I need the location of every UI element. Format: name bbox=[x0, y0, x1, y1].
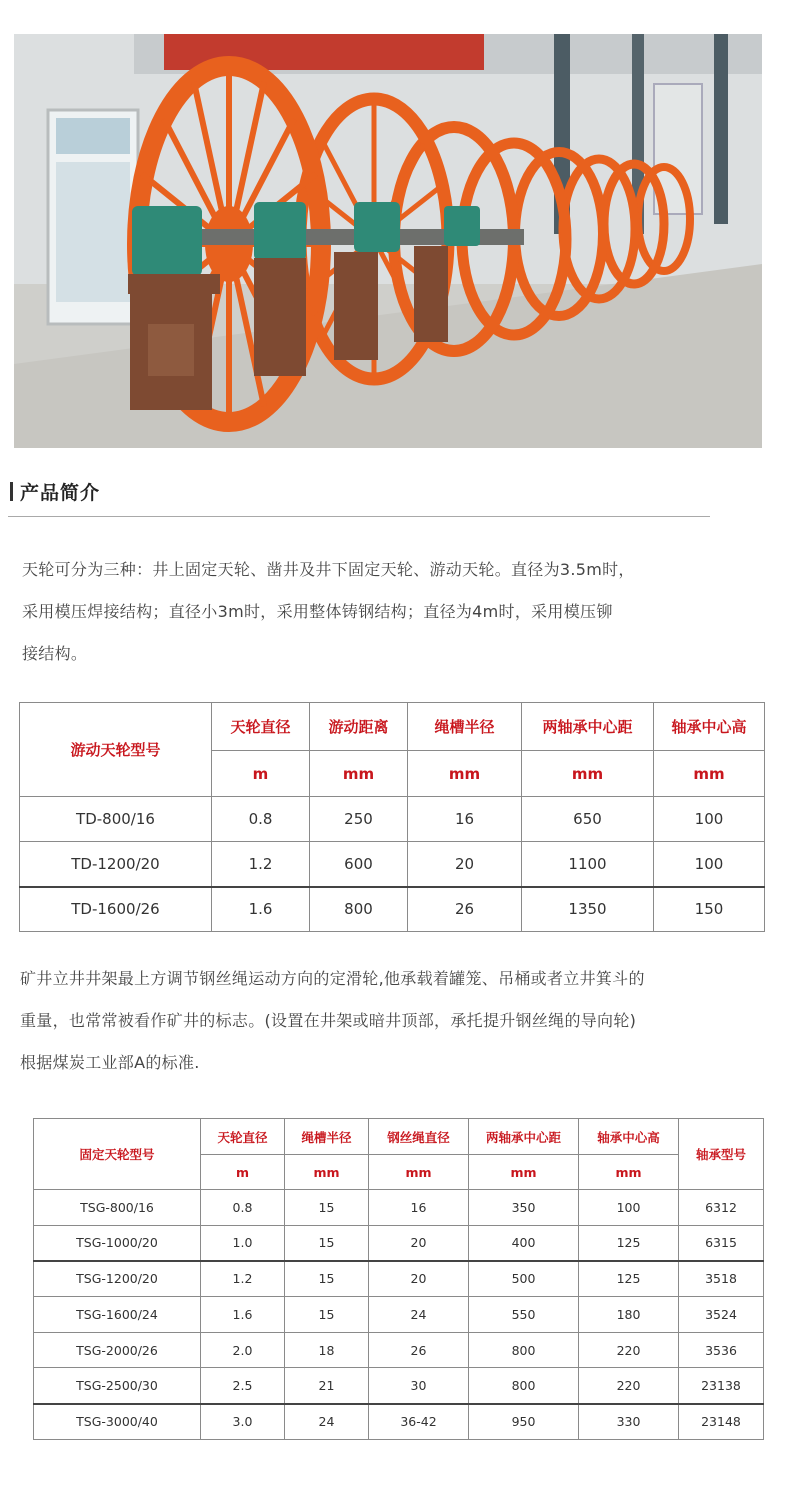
table-cell: 1.0 bbox=[201, 1225, 285, 1261]
table-cell: 500 bbox=[469, 1261, 579, 1297]
intro-line: 采用模压焊接结构；直径小3m时，采用整体铸钢结构；直径为4m时，采用模压铆 bbox=[22, 602, 613, 621]
model-cell: TSG-3000/40 bbox=[34, 1404, 201, 1440]
table-cell: 800 bbox=[469, 1332, 579, 1368]
table-cell: 3.0 bbox=[201, 1404, 285, 1440]
unit-cell: mm bbox=[408, 751, 522, 797]
model-cell: TD-1200/20 bbox=[20, 842, 212, 887]
table-cell: 800 bbox=[310, 887, 408, 932]
table-cell: 16 bbox=[369, 1190, 469, 1226]
table-cell: 3524 bbox=[679, 1297, 764, 1333]
sheave-wheels-illustration bbox=[14, 34, 762, 448]
column-header: 轴承中心高 bbox=[579, 1119, 679, 1155]
table-cell: 250 bbox=[310, 797, 408, 842]
table-header-row bbox=[34, 1119, 764, 1155]
table-row bbox=[34, 1261, 764, 1297]
table-cell: 100 bbox=[654, 797, 765, 842]
table-cell: 125 bbox=[579, 1261, 679, 1297]
fixed-sheave-table bbox=[33, 1118, 764, 1440]
bearing-header: 轴承型号 bbox=[679, 1119, 764, 1190]
unit-cell: mm bbox=[285, 1155, 369, 1190]
table-cell: 220 bbox=[579, 1332, 679, 1368]
table-cell: 1350 bbox=[522, 887, 654, 932]
table-cell: 3536 bbox=[679, 1332, 764, 1368]
section-heading bbox=[10, 477, 100, 505]
table-cell: 3518 bbox=[679, 1261, 764, 1297]
description-paragraph bbox=[20, 958, 645, 1084]
model-header: 游动天轮型号 bbox=[20, 703, 212, 797]
table-row bbox=[34, 1404, 764, 1440]
intro-line: 天轮可分为三种：井上固定天轮、凿井及井下固定天轮、游动天轮。直径为3.5m时， bbox=[22, 560, 635, 579]
unit-cell: m bbox=[201, 1155, 285, 1190]
column-header: 轴承中心高 bbox=[654, 703, 765, 751]
table-cell: 26 bbox=[408, 887, 522, 932]
table-cell: 6312 bbox=[679, 1190, 764, 1226]
table-cell: 125 bbox=[579, 1225, 679, 1261]
column-header: 两轴承中心距 bbox=[469, 1119, 579, 1155]
table-cell: 950 bbox=[469, 1404, 579, 1440]
table-cell: 1.2 bbox=[201, 1261, 285, 1297]
unit-cell: mm bbox=[522, 751, 654, 797]
table-row bbox=[20, 887, 765, 932]
table-cell: 1.2 bbox=[212, 842, 310, 887]
heading-divider bbox=[8, 516, 710, 517]
model-header: 固定天轮型号 bbox=[34, 1119, 201, 1190]
model-cell: TD-800/16 bbox=[20, 797, 212, 842]
table-row bbox=[34, 1368, 764, 1404]
unit-cell: mm bbox=[369, 1155, 469, 1190]
table-cell: 36-42 bbox=[369, 1404, 469, 1440]
table-cell: 1.6 bbox=[201, 1297, 285, 1333]
unit-cell: mm bbox=[579, 1155, 679, 1190]
table-cell: 15 bbox=[285, 1190, 369, 1226]
table-cell: 15 bbox=[285, 1297, 369, 1333]
column-header: 绳槽半径 bbox=[285, 1119, 369, 1155]
model-cell: TSG-1600/24 bbox=[34, 1297, 201, 1333]
unit-cell: mm bbox=[654, 751, 765, 797]
table-cell: 0.8 bbox=[201, 1190, 285, 1226]
table-cell: 2.0 bbox=[201, 1332, 285, 1368]
table-cell: 100 bbox=[654, 842, 765, 887]
column-header: 绳槽半径 bbox=[408, 703, 522, 751]
table-cell: 20 bbox=[369, 1225, 469, 1261]
table-cell: 330 bbox=[579, 1404, 679, 1440]
table-cell: 23138 bbox=[679, 1368, 764, 1404]
table-row bbox=[34, 1332, 764, 1368]
table-row bbox=[34, 1297, 764, 1333]
column-header: 游动距离 bbox=[310, 703, 408, 751]
table-cell: 23148 bbox=[679, 1404, 764, 1440]
table-cell: 18 bbox=[285, 1332, 369, 1368]
table-cell: 220 bbox=[579, 1368, 679, 1404]
table-cell: 100 bbox=[579, 1190, 679, 1226]
table-cell: 24 bbox=[369, 1297, 469, 1333]
table-cell: 16 bbox=[408, 797, 522, 842]
table-cell: 650 bbox=[522, 797, 654, 842]
desc-line: 根据煤炭工业部A的标准. bbox=[20, 1053, 200, 1072]
model-cell: TSG-800/16 bbox=[34, 1190, 201, 1226]
table-cell: 15 bbox=[285, 1261, 369, 1297]
table-cell: 600 bbox=[310, 842, 408, 887]
model-cell: TSG-1000/20 bbox=[34, 1225, 201, 1261]
table-cell: 0.8 bbox=[212, 797, 310, 842]
table-cell: 150 bbox=[654, 887, 765, 932]
desc-line: 重量，也常常被看作矿井的标志。(设置在井架或暗井顶部，承托提升钢丝绳的导向轮) bbox=[20, 1011, 637, 1030]
table-row bbox=[20, 842, 765, 887]
heading-bar bbox=[10, 482, 13, 501]
table-row bbox=[20, 797, 765, 842]
model-cell: TD-1600/26 bbox=[20, 887, 212, 932]
table-cell: 550 bbox=[469, 1297, 579, 1333]
table-cell: 30 bbox=[369, 1368, 469, 1404]
model-cell: TSG-2000/26 bbox=[34, 1332, 201, 1368]
table-header-row bbox=[20, 703, 765, 751]
table-cell: 21 bbox=[285, 1368, 369, 1404]
model-cell: TSG-1200/20 bbox=[34, 1261, 201, 1297]
table-cell: 2.5 bbox=[201, 1368, 285, 1404]
column-header: 两轴承中心距 bbox=[522, 703, 654, 751]
table-cell: 180 bbox=[579, 1297, 679, 1333]
model-cell: TSG-2500/30 bbox=[34, 1368, 201, 1404]
product-photo bbox=[14, 34, 762, 448]
intro-line: 接结构。 bbox=[22, 644, 88, 663]
intro-paragraph bbox=[22, 549, 635, 675]
table-cell: 800 bbox=[469, 1368, 579, 1404]
section-title: 产品简介 bbox=[20, 481, 101, 504]
unit-cell: m bbox=[212, 751, 310, 797]
table-row bbox=[34, 1190, 764, 1226]
table-cell: 350 bbox=[469, 1190, 579, 1226]
table-cell: 20 bbox=[369, 1261, 469, 1297]
unit-cell: mm bbox=[469, 1155, 579, 1190]
movable-sheave-table bbox=[19, 702, 765, 932]
unit-cell: mm bbox=[310, 751, 408, 797]
table-cell: 20 bbox=[408, 842, 522, 887]
table-cell: 1.6 bbox=[212, 887, 310, 932]
table-cell: 26 bbox=[369, 1332, 469, 1368]
desc-line: 矿井立井井架最上方调节钢丝绳运动方向的定滑轮,他承载着罐笼、吊桶或者立井箕斗的 bbox=[20, 969, 645, 988]
table-cell: 400 bbox=[469, 1225, 579, 1261]
table-cell: 6315 bbox=[679, 1225, 764, 1261]
table-cell: 24 bbox=[285, 1404, 369, 1440]
column-header: 钢丝绳直径 bbox=[369, 1119, 469, 1155]
table-row bbox=[34, 1225, 764, 1261]
table-cell: 15 bbox=[285, 1225, 369, 1261]
column-header: 天轮直径 bbox=[212, 703, 310, 751]
table-cell: 1100 bbox=[522, 842, 654, 887]
column-header: 天轮直径 bbox=[201, 1119, 285, 1155]
